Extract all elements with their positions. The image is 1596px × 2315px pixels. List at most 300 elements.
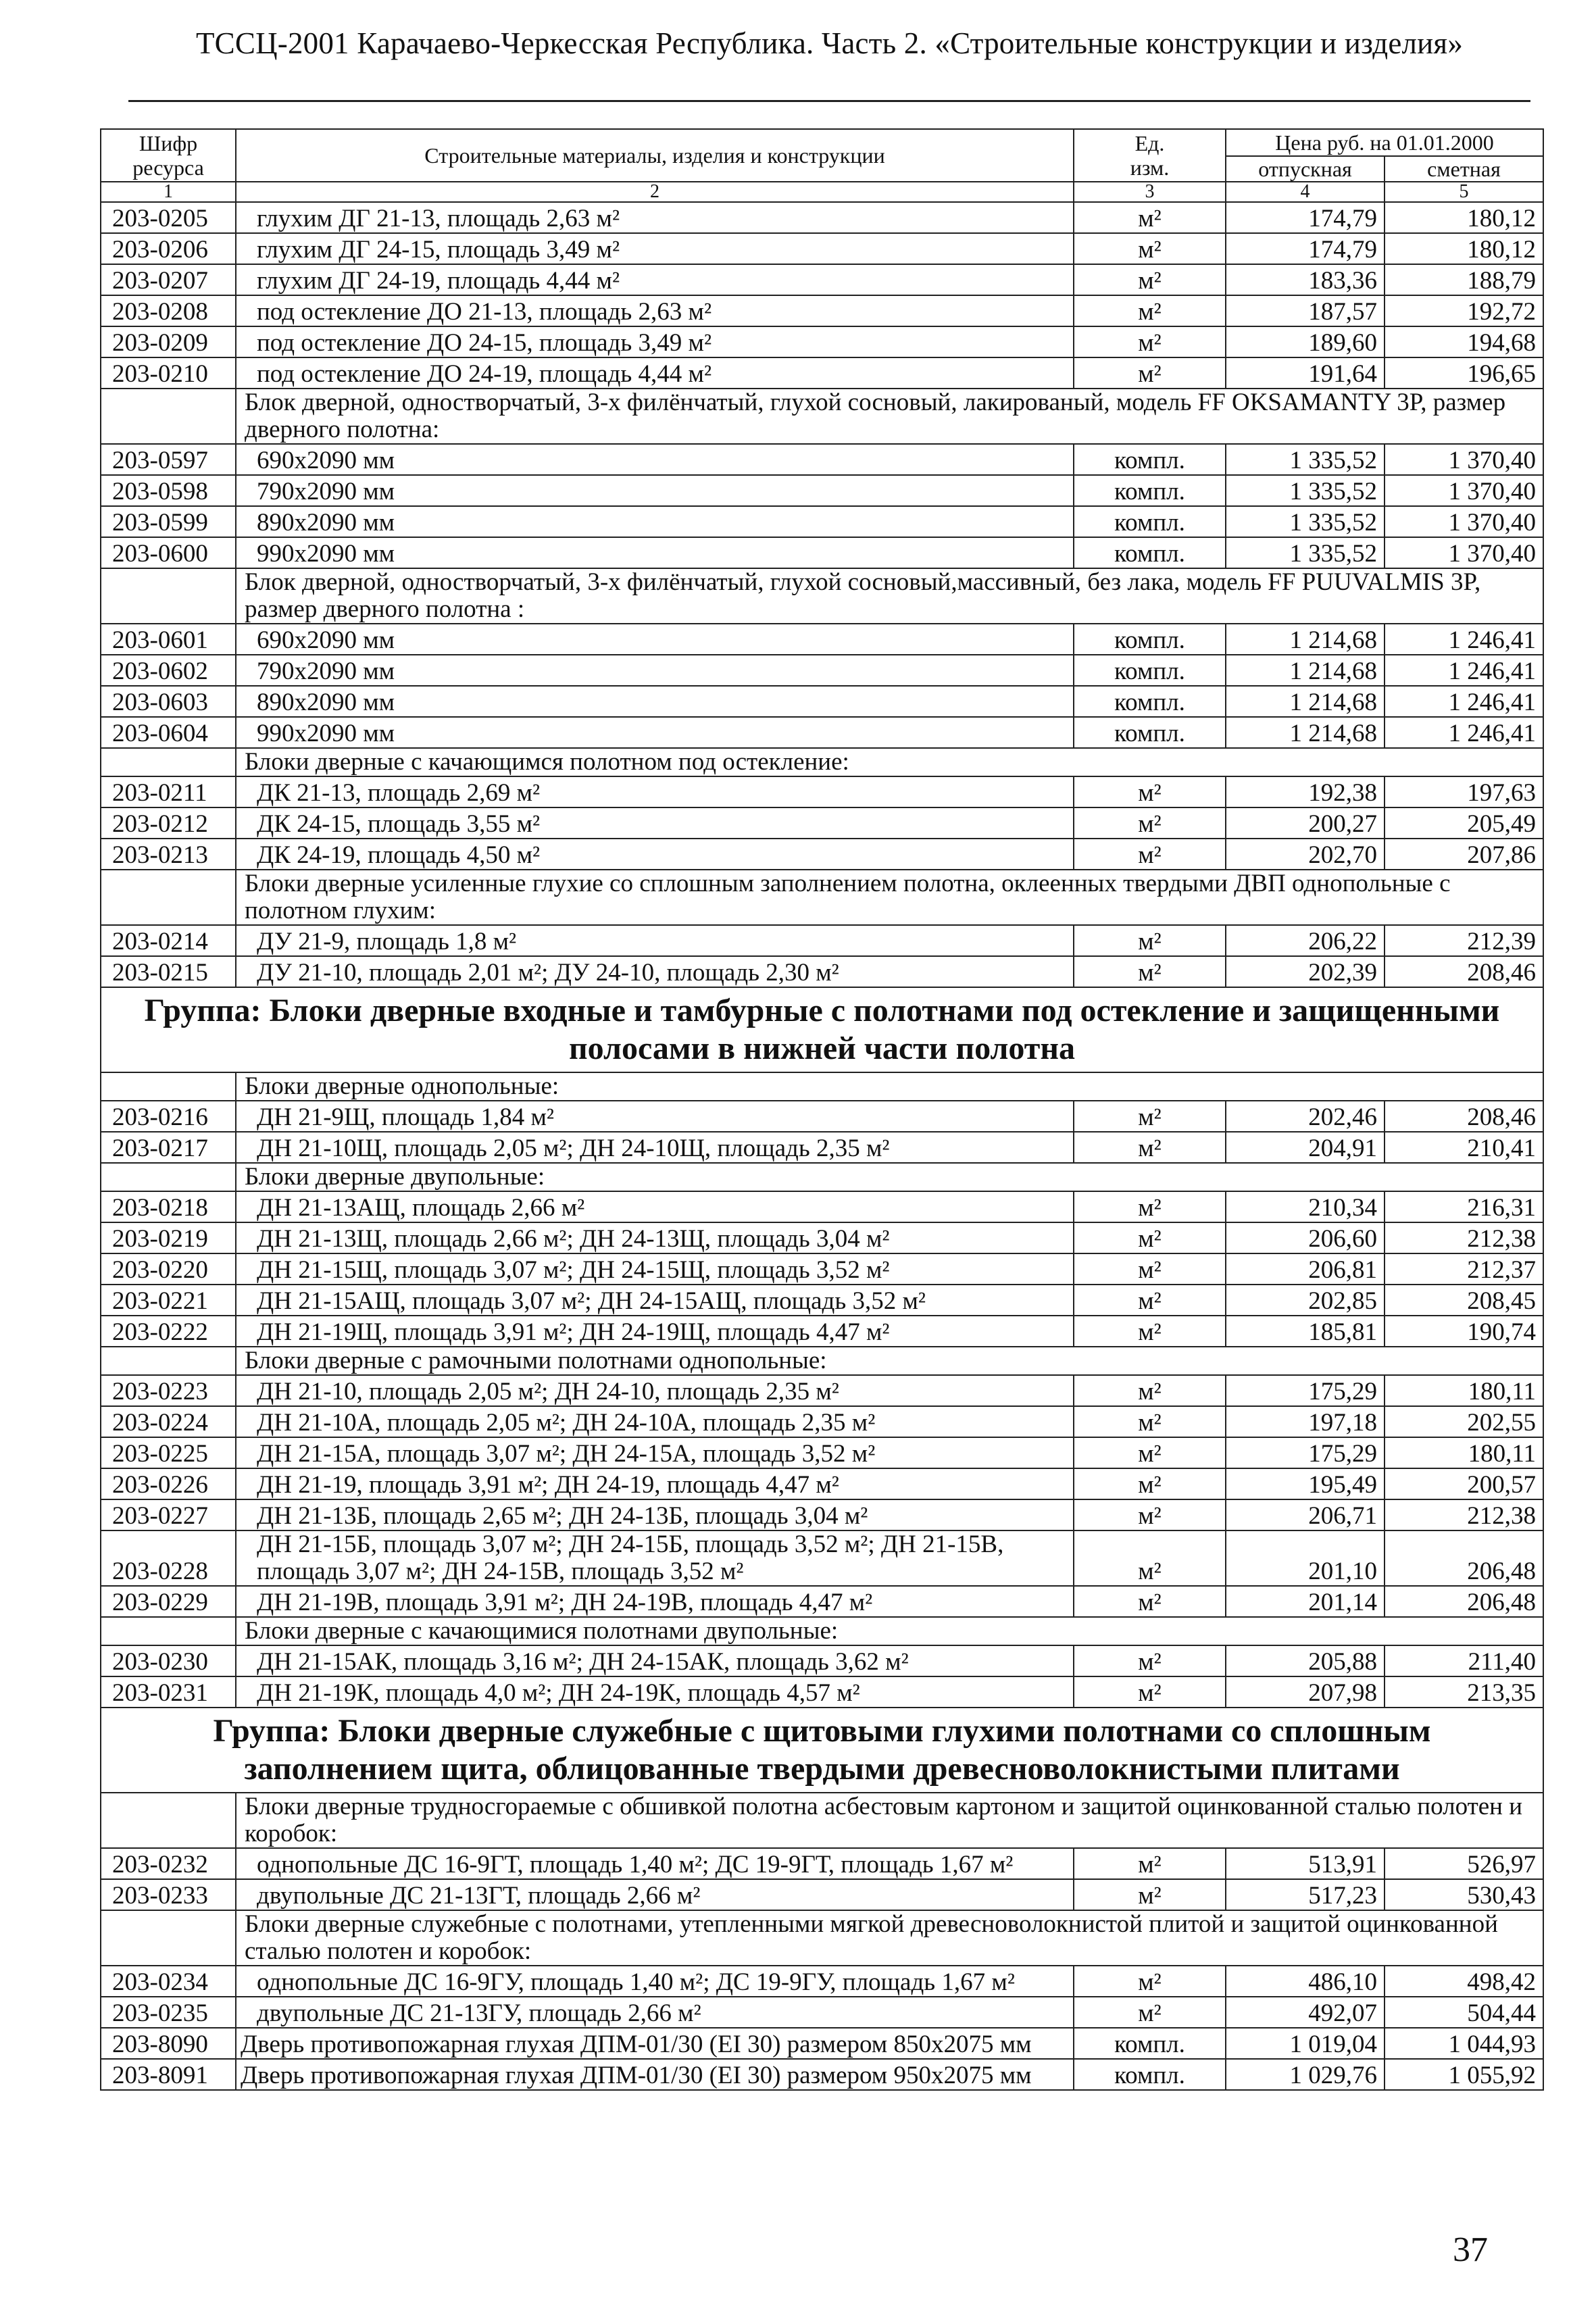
table-row	[101, 2059, 1543, 2090]
estimate-price: 192,72	[1385, 295, 1543, 326]
resource-code: 203-0207	[101, 264, 236, 295]
resource-code: 203-0222	[101, 1316, 236, 1347]
section-caption-row	[101, 389, 1543, 444]
release-price: 202,70	[1226, 839, 1385, 870]
resource-code: 203-8091	[101, 2059, 236, 2090]
resource-code: 203-0231	[101, 1676, 236, 1708]
estimate-price: 211,40	[1385, 1645, 1543, 1676]
release-price: 205,88	[1226, 1645, 1385, 1676]
material-name: ДН 21-19Щ, площадь 3,91 м²; ДН 24-19Щ, площадь 4,47 м²	[236, 1316, 1074, 1347]
release-price: 187,57	[1226, 295, 1385, 326]
table-row	[101, 1530, 1543, 1586]
release-price: 197,18	[1226, 1406, 1385, 1437]
estimate-price: 207,86	[1385, 839, 1543, 870]
unit-of-measure: м²	[1074, 776, 1226, 807]
release-price: 191,64	[1226, 357, 1385, 389]
release-price: 174,79	[1226, 202, 1385, 233]
material-name: ДН 21-19, площадь 3,91 м²; ДН 24-19, площадь 4,47 м²	[236, 1468, 1074, 1499]
resource-code: 203-0219	[101, 1222, 236, 1253]
section-caption-row	[101, 1347, 1543, 1375]
material-name: под остекление ДО 24-19, площадь 4,44 м²	[236, 357, 1074, 389]
resource-code: 203-0235	[101, 1997, 236, 2028]
table-row	[101, 202, 1543, 233]
estimate-price: 504,44	[1385, 1997, 1543, 2028]
group-heading: Группа: Блоки дверные входные и тамбурные с полотнами под остекление и защищенными полосами в нижней части полотна	[101, 987, 1543, 1072]
empty-code-cell	[101, 1072, 236, 1101]
unit-of-measure: м²	[1074, 1316, 1226, 1347]
table-row	[101, 717, 1543, 748]
resource-code: 203-0223	[101, 1375, 236, 1406]
table-row	[101, 1132, 1543, 1163]
resource-code: 203-0230	[101, 1645, 236, 1676]
table-row	[101, 264, 1543, 295]
material-name: ДУ 21-9, площадь 1,8 м²	[236, 925, 1074, 956]
resource-code: 203-0227	[101, 1499, 236, 1530]
empty-code-cell	[101, 1163, 236, 1191]
resource-code: 203-0205	[101, 202, 236, 233]
header-row-1	[101, 129, 1543, 156]
material-name: ДН 21-9Щ, площадь 1,84 м²	[236, 1101, 1074, 1132]
empty-code-cell	[101, 1910, 236, 1966]
unit-of-measure: м²	[1074, 1101, 1226, 1132]
table-row	[101, 1676, 1543, 1708]
material-name: ДН 21-19К, площадь 4,0 м²; ДН 24-19К, площадь 4,57 м²	[236, 1676, 1074, 1708]
unit-of-measure: м²	[1074, 956, 1226, 987]
estimate-price: 1 246,41	[1385, 717, 1543, 748]
release-price: 185,81	[1226, 1316, 1385, 1347]
resource-code: 203-0598	[101, 475, 236, 506]
table-row	[101, 655, 1543, 686]
estimate-price: 180,12	[1385, 233, 1543, 264]
table-row	[101, 1645, 1543, 1676]
resource-code: 203-0226	[101, 1468, 236, 1499]
release-price: 1 214,68	[1226, 655, 1385, 686]
table-row	[101, 1586, 1543, 1617]
material-name: ДН 21-15А, площадь 3,07 м²; ДН 24-15А, площадь 3,52 м²	[236, 1437, 1074, 1468]
resource-code: 203-0599	[101, 506, 236, 537]
release-price: 1 335,52	[1226, 475, 1385, 506]
column-number: 1	[101, 182, 236, 202]
material-name: ДН 21-10А, площадь 2,05 м²; ДН 24-10А, площадь 2,35 м²	[236, 1406, 1074, 1437]
estimate-price: 180,11	[1385, 1375, 1543, 1406]
resource-code: 203-0233	[101, 1879, 236, 1910]
resource-code: 203-0221	[101, 1285, 236, 1316]
resource-code: 203-0216	[101, 1101, 236, 1132]
table-row	[101, 1101, 1543, 1132]
unit-of-measure: м²	[1074, 1676, 1226, 1708]
resource-code: 203-0214	[101, 925, 236, 956]
estimate-price: 188,79	[1385, 264, 1543, 295]
resource-code: 203-0224	[101, 1406, 236, 1437]
estimate-price: 1 370,40	[1385, 475, 1543, 506]
release-price: 183,36	[1226, 264, 1385, 295]
column-number: 2	[236, 182, 1074, 202]
unit-of-measure: м²	[1074, 202, 1226, 233]
unit-of-measure: м²	[1074, 1997, 1226, 2028]
estimate-price: 216,31	[1385, 1191, 1543, 1222]
header-unit	[1074, 129, 1226, 182]
material-name: ДН 21-15Б, площадь 3,07 м²; ДН 24-15Б, площадь 3,52 м²; ДН 21-15В, площадь 3,07 м²; ДН 24-15В, площадь 3,52 м²	[236, 1530, 1074, 1586]
resource-code: 203-0600	[101, 537, 236, 568]
table-row	[101, 326, 1543, 357]
resource-code: 203-0209	[101, 326, 236, 357]
material-name: ДН 21-10Щ, площадь 2,05 м²; ДН 24-10Щ, площадь 2,35 м²	[236, 1132, 1074, 1163]
unit-of-measure: м²	[1074, 839, 1226, 870]
estimate-price: 213,35	[1385, 1676, 1543, 1708]
unit-of-measure: компл.	[1074, 537, 1226, 568]
release-price: 202,39	[1226, 956, 1385, 987]
estimate-price: 200,57	[1385, 1468, 1543, 1499]
estimate-price: 206,48	[1385, 1586, 1543, 1617]
table-row	[101, 2028, 1543, 2059]
release-price: 517,23	[1226, 1879, 1385, 1910]
release-price: 202,46	[1226, 1101, 1385, 1132]
unit-of-measure: компл.	[1074, 444, 1226, 475]
estimate-price: 498,42	[1385, 1966, 1543, 1997]
section-caption-row	[101, 1072, 1543, 1101]
material-name: ДН 21-15АК, площадь 3,16 м²; ДН 24-15АК, площадь 3,62 м²	[236, 1645, 1074, 1676]
table-row	[101, 1375, 1543, 1406]
group-heading-row	[101, 1708, 1543, 1793]
estimate-price: 208,46	[1385, 1101, 1543, 1132]
table-row	[101, 444, 1543, 475]
header-code-line1: Шифр	[139, 131, 198, 155]
release-price: 206,71	[1226, 1499, 1385, 1530]
material-name: ДН 21-15АЩ, площадь 3,07 м²; ДН 24-15АЩ, площадь 3,52 м²	[236, 1285, 1074, 1316]
table-row	[101, 776, 1543, 807]
table-row	[101, 1468, 1543, 1499]
estimate-price: 197,63	[1385, 776, 1543, 807]
release-price: 192,38	[1226, 776, 1385, 807]
release-price: 210,34	[1226, 1191, 1385, 1222]
header-price-estimate: сметная	[1385, 156, 1543, 182]
unit-of-measure: м²	[1074, 1468, 1226, 1499]
release-price: 206,22	[1226, 925, 1385, 956]
table-row	[101, 475, 1543, 506]
unit-of-measure: компл.	[1074, 686, 1226, 717]
table-row	[101, 357, 1543, 389]
unit-of-measure: м²	[1074, 295, 1226, 326]
estimate-price: 208,45	[1385, 1285, 1543, 1316]
resource-code: 203-0208	[101, 295, 236, 326]
unit-of-measure: компл.	[1074, 624, 1226, 655]
release-price: 206,81	[1226, 1253, 1385, 1285]
section-caption-row	[101, 1793, 1543, 1848]
resource-code: 203-0213	[101, 839, 236, 870]
resource-code: 203-0215	[101, 956, 236, 987]
estimate-price: 212,37	[1385, 1253, 1543, 1285]
header-code	[101, 129, 236, 182]
section-caption: Блоки дверные трудносгораемые с обшивкой полотна асбестовым картоном и защитой оцинкованной сталью полотен и коробок:	[236, 1793, 1543, 1848]
estimate-price: 1 044,93	[1385, 2028, 1543, 2059]
header-unit-line2: изм.	[1130, 155, 1170, 180]
material-name: ДК 24-15, площадь 3,55 м²	[236, 807, 1074, 839]
group-heading: Группа: Блоки дверные служебные с щитовыми глухими полотнами со сплошным заполнением щита, облицованные твердыми древесноволокнистыми плитами	[101, 1708, 1543, 1793]
unit-of-measure: компл.	[1074, 717, 1226, 748]
estimate-price: 194,68	[1385, 326, 1543, 357]
estimate-price: 1 370,40	[1385, 444, 1543, 475]
estimate-price: 208,46	[1385, 956, 1543, 987]
material-name: 690х2090 мм	[236, 624, 1074, 655]
table-body	[101, 129, 1543, 2090]
estimate-price: 190,74	[1385, 1316, 1543, 1347]
estimate-price: 196,65	[1385, 357, 1543, 389]
unit-of-measure: м²	[1074, 1222, 1226, 1253]
table-row	[101, 1285, 1543, 1316]
release-price: 207,98	[1226, 1676, 1385, 1708]
unit-of-measure: м²	[1074, 1132, 1226, 1163]
header-name: Строительные материалы, изделия и конструкции	[236, 129, 1074, 182]
release-price: 492,07	[1226, 1997, 1385, 2028]
section-caption: Блоки дверные двупольные:	[236, 1163, 1543, 1191]
page-header: ТССЦ-2001 Карачаево-Черкесская Республика. Часть 2. «Строительные конструкции и изделия»	[195, 26, 1464, 60]
table-row	[101, 233, 1543, 264]
material-name: 890х2090 мм	[236, 506, 1074, 537]
unit-of-measure: м²	[1074, 1586, 1226, 1617]
price-table	[100, 128, 1544, 2091]
table-row	[101, 1966, 1543, 1997]
material-name: ДК 24-19, площадь 4,50 м²	[236, 839, 1074, 870]
material-name: Дверь противопожарная глухая ДПМ-01/30 (EI 30) размером 850х2075 мм	[236, 2028, 1074, 2059]
release-price: 195,49	[1226, 1468, 1385, 1499]
table-row	[101, 839, 1543, 870]
release-price: 175,29	[1226, 1375, 1385, 1406]
material-name: ДН 21-13Щ, площадь 2,66 м²; ДН 24-13Щ, площадь 3,04 м²	[236, 1222, 1074, 1253]
material-name: ДН 21-13АЩ, площадь 2,66 м²	[236, 1191, 1074, 1222]
material-name: 890х2090 мм	[236, 686, 1074, 717]
table-row	[101, 1437, 1543, 1468]
release-price: 204,91	[1226, 1132, 1385, 1163]
section-caption: Блоки дверные с рамочными полотнами однопольные:	[236, 1347, 1543, 1375]
unit-of-measure: м²	[1074, 1191, 1226, 1222]
estimate-price: 212,38	[1385, 1222, 1543, 1253]
empty-code-cell	[101, 568, 236, 624]
resource-code: 203-0229	[101, 1586, 236, 1617]
table-row	[101, 1222, 1543, 1253]
column-number: 5	[1385, 182, 1543, 202]
resource-code: 203-0228	[101, 1530, 236, 1586]
section-caption-row	[101, 870, 1543, 925]
resource-code: 203-0225	[101, 1437, 236, 1468]
release-price: 174,79	[1226, 233, 1385, 264]
empty-code-cell	[101, 1617, 236, 1645]
unit-of-measure: компл.	[1074, 655, 1226, 686]
estimate-price: 1 246,41	[1385, 655, 1543, 686]
estimate-price: 212,39	[1385, 925, 1543, 956]
resource-code: 203-0597	[101, 444, 236, 475]
column-number-row	[101, 182, 1543, 202]
table-row	[101, 1879, 1543, 1910]
material-name: ДН 21-15Щ, площадь 3,07 м²; ДН 24-15Щ, площадь 3,52 м²	[236, 1253, 1074, 1285]
material-name: 790х2090 мм	[236, 475, 1074, 506]
table-row	[101, 537, 1543, 568]
release-price: 1 214,68	[1226, 717, 1385, 748]
empty-code-cell	[101, 1793, 236, 1848]
header-price-group: Цена руб. на 01.01.2000	[1226, 129, 1543, 156]
section-caption: Блоки дверные с качающимся полотном под остекление:	[236, 748, 1543, 776]
unit-of-measure: м²	[1074, 1406, 1226, 1437]
material-name: двупольные ДС 21-13ГУ, площадь 2,66 м²	[236, 1997, 1074, 2028]
estimate-price: 205,49	[1385, 807, 1543, 839]
table-row	[101, 1499, 1543, 1530]
unit-of-measure: компл.	[1074, 2059, 1226, 2090]
resource-code: 203-0206	[101, 233, 236, 264]
estimate-price: 180,11	[1385, 1437, 1543, 1468]
header-price-release: отпускная	[1226, 156, 1385, 182]
release-price: 1 214,68	[1226, 624, 1385, 655]
table-row	[101, 1253, 1543, 1285]
resource-code: 203-0604	[101, 717, 236, 748]
resource-code: 203-0212	[101, 807, 236, 839]
material-name: 990х2090 мм	[236, 717, 1074, 748]
estimate-price: 206,48	[1385, 1530, 1543, 1586]
table-row	[101, 1406, 1543, 1437]
column-number: 4	[1226, 182, 1385, 202]
column-number: 3	[1074, 182, 1226, 202]
unit-of-measure: м²	[1074, 264, 1226, 295]
material-name: однопольные ДС 16-9ГТ, площадь 1,40 м²; ДС 19-9ГТ, площадь 1,67 м²	[236, 1848, 1074, 1879]
table-row	[101, 295, 1543, 326]
estimate-price: 1 055,92	[1385, 2059, 1543, 2090]
unit-of-measure: компл.	[1074, 2028, 1226, 2059]
material-name: Дверь противопожарная глухая ДПМ-01/30 (EI 30) размером 950х2075 мм	[236, 2059, 1074, 2090]
unit-of-measure: м²	[1074, 1437, 1226, 1468]
empty-code-cell	[101, 870, 236, 925]
material-name: 790х2090 мм	[236, 655, 1074, 686]
empty-code-cell	[101, 748, 236, 776]
section-caption: Блок дверной, одностворчатый, 3-х филёнчатый, глухой сосновый,массивный, без лака, модель FF PUUVALMIS 3P, размер дверного полотна :	[236, 568, 1543, 624]
header-code-line2: ресурса	[132, 155, 204, 180]
estimate-price: 212,38	[1385, 1499, 1543, 1530]
section-caption-row	[101, 1910, 1543, 1966]
table-row	[101, 1848, 1543, 1879]
unit-of-measure: м²	[1074, 1530, 1226, 1586]
header-unit-line1: Ед.	[1134, 131, 1165, 155]
material-name: глухим ДГ 24-15, площадь 3,49 м²	[236, 233, 1074, 264]
table-row	[101, 956, 1543, 987]
release-price: 513,91	[1226, 1848, 1385, 1879]
table-row	[101, 686, 1543, 717]
section-caption-row	[101, 1163, 1543, 1191]
material-name: ДУ 21-10, площадь 2,01 м²; ДУ 24-10, площадь 2,30 м²	[236, 956, 1074, 987]
material-name: 690х2090 мм	[236, 444, 1074, 475]
section-caption: Блоки дверные усиленные глухие со сплошным заполнением полотна, оклеенных твердыми ДВП однопольные с полотном глухим:	[236, 870, 1543, 925]
empty-code-cell	[101, 389, 236, 444]
unit-of-measure: м²	[1074, 326, 1226, 357]
material-name: под остекление ДО 24-15, площадь 3,49 м²	[236, 326, 1074, 357]
unit-of-measure: м²	[1074, 1645, 1226, 1676]
estimate-price: 1 370,40	[1385, 506, 1543, 537]
estimate-price: 210,41	[1385, 1132, 1543, 1163]
material-name: двупольные ДС 21-13ГТ, площадь 2,66 м²	[236, 1879, 1074, 1910]
section-caption-row	[101, 748, 1543, 776]
unit-of-measure: м²	[1074, 357, 1226, 389]
release-price: 1 214,68	[1226, 686, 1385, 717]
release-price: 175,29	[1226, 1437, 1385, 1468]
material-name: 990х2090 мм	[236, 537, 1074, 568]
estimate-price: 180,12	[1385, 202, 1543, 233]
release-price: 1 019,04	[1226, 2028, 1385, 2059]
resource-code: 203-0603	[101, 686, 236, 717]
section-caption: Блок дверной, одностворчатый, 3-х филёнчатый, глухой сосновый, лакированый, модель FF OKSAMANTY 3P, размер дверного полотна:	[236, 389, 1543, 444]
header-rule	[128, 100, 1530, 102]
estimate-price: 1 370,40	[1385, 537, 1543, 568]
table-row	[101, 506, 1543, 537]
page-number: 37	[1453, 2231, 1488, 2269]
resource-code: 203-0601	[101, 624, 236, 655]
section-caption-row	[101, 1617, 1543, 1645]
unit-of-measure: м²	[1074, 1848, 1226, 1879]
resource-code: 203-0218	[101, 1191, 236, 1222]
unit-of-measure: м²	[1074, 1499, 1226, 1530]
section-caption: Блоки дверные с качающимися полотнами двупольные:	[236, 1617, 1543, 1645]
resource-code: 203-0220	[101, 1253, 236, 1285]
section-caption: Блоки дверные однопольные:	[236, 1072, 1543, 1101]
table-row	[101, 807, 1543, 839]
release-price: 189,60	[1226, 326, 1385, 357]
resource-code: 203-8090	[101, 2028, 236, 2059]
release-price: 1 335,52	[1226, 537, 1385, 568]
unit-of-measure: компл.	[1074, 506, 1226, 537]
unit-of-measure: м²	[1074, 1879, 1226, 1910]
group-heading-row	[101, 987, 1543, 1072]
table-row	[101, 925, 1543, 956]
release-price: 1 335,52	[1226, 506, 1385, 537]
unit-of-measure: м²	[1074, 1375, 1226, 1406]
estimate-price: 530,43	[1385, 1879, 1543, 1910]
unit-of-measure: м²	[1074, 1253, 1226, 1285]
material-name: под остекление ДО 21-13, площадь 2,63 м²	[236, 295, 1074, 326]
material-name: ДН 21-13Б, площадь 2,65 м²; ДН 24-13Б, площадь 3,04 м²	[236, 1499, 1074, 1530]
release-price: 1 335,52	[1226, 444, 1385, 475]
estimate-price: 202,55	[1385, 1406, 1543, 1437]
material-name: глухим ДГ 21-13, площадь 2,63 м²	[236, 202, 1074, 233]
estimate-price: 1 246,41	[1385, 624, 1543, 655]
unit-of-measure: м²	[1074, 925, 1226, 956]
material-name: однопольные ДС 16-9ГУ, площадь 1,40 м²; ДС 19-9ГУ, площадь 1,67 м²	[236, 1966, 1074, 1997]
release-price: 201,14	[1226, 1586, 1385, 1617]
section-caption: Блоки дверные служебные с полотнами, утепленными мягкой древесноволокнистой плитой и защитой оцинкованной сталью полотен и коробок:	[236, 1910, 1543, 1966]
release-price: 202,85	[1226, 1285, 1385, 1316]
resource-code: 203-0602	[101, 655, 236, 686]
release-price: 200,27	[1226, 807, 1385, 839]
release-price: 206,60	[1226, 1222, 1385, 1253]
section-caption-row	[101, 568, 1543, 624]
resource-code: 203-0217	[101, 1132, 236, 1163]
estimate-price: 526,97	[1385, 1848, 1543, 1879]
unit-of-measure: м²	[1074, 233, 1226, 264]
resource-code: 203-0234	[101, 1966, 236, 1997]
resource-code: 203-0210	[101, 357, 236, 389]
release-price: 486,10	[1226, 1966, 1385, 1997]
material-name: глухим ДГ 24-19, площадь 4,44 м²	[236, 264, 1074, 295]
unit-of-measure: м²	[1074, 1285, 1226, 1316]
resource-code: 203-0211	[101, 776, 236, 807]
unit-of-measure: компл.	[1074, 475, 1226, 506]
material-name: ДН 21-10, площадь 2,05 м²; ДН 24-10, площадь 2,35 м²	[236, 1375, 1074, 1406]
unit-of-measure: м²	[1074, 1966, 1226, 1997]
unit-of-measure: м²	[1074, 807, 1226, 839]
material-name: ДК 21-13, площадь 2,69 м²	[236, 776, 1074, 807]
table-row	[101, 1316, 1543, 1347]
estimate-price: 1 246,41	[1385, 686, 1543, 717]
empty-code-cell	[101, 1347, 236, 1375]
table-row	[101, 1191, 1543, 1222]
table-row	[101, 624, 1543, 655]
resource-code: 203-0232	[101, 1848, 236, 1879]
release-price: 201,10	[1226, 1530, 1385, 1586]
table-row	[101, 1997, 1543, 2028]
